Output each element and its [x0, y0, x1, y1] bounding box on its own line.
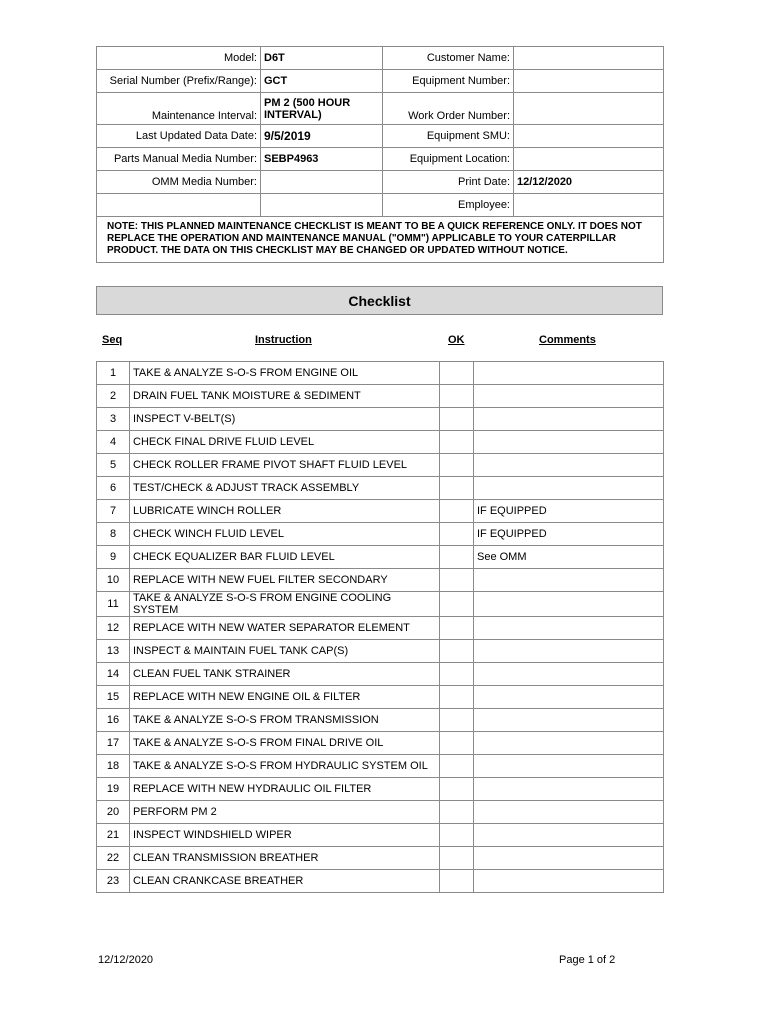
seq-cell: 8 — [97, 523, 130, 546]
instruction-cell: CHECK FINAL DRIVE FLUID LEVEL — [130, 431, 440, 454]
instruction-cell: INSPECT WINDSHIELD WIPER — [130, 824, 440, 847]
checklist-row — [97, 640, 664, 663]
print-date-value: 12/12/2020 — [514, 171, 664, 194]
instruction-cell: CHECK WINCH FLUID LEVEL — [130, 523, 440, 546]
ok-checkbox-cell[interactable] — [440, 408, 474, 431]
ok-checkbox-cell[interactable] — [440, 477, 474, 500]
ok-checkbox-cell[interactable] — [440, 847, 474, 870]
seq-cell: 20 — [97, 801, 130, 824]
comments-cell[interactable] — [474, 408, 664, 431]
serial-number-label: Serial Number (Prefix/Range): — [97, 70, 261, 93]
ok-checkbox-cell[interactable] — [440, 732, 474, 755]
ok-checkbox-cell[interactable] — [440, 640, 474, 663]
equipment-smu-label: Equipment SMU: — [383, 125, 514, 148]
seq-cell: 5 — [97, 454, 130, 477]
checklist-row — [97, 801, 664, 824]
comments-cell[interactable] — [474, 709, 664, 732]
comments-cell[interactable] — [474, 686, 664, 709]
model-label: Model: — [97, 47, 261, 70]
seq-cell: 4 — [97, 431, 130, 454]
comments-cell[interactable] — [474, 454, 664, 477]
ok-checkbox-cell[interactable] — [440, 709, 474, 732]
checklist-row — [97, 709, 664, 732]
checklist-row — [97, 362, 664, 385]
checklist-row — [97, 686, 664, 709]
comments-cell[interactable] — [474, 663, 664, 686]
checklist-title: Checklist — [96, 286, 663, 315]
last-updated-label: Last Updated Data Date: — [97, 125, 261, 148]
ok-checkbox-cell[interactable] — [440, 617, 474, 640]
checklist-row — [97, 546, 664, 569]
seq-cell: 15 — [97, 686, 130, 709]
footer-date: 12/12/2020 — [98, 954, 154, 966]
checklist-row — [97, 870, 664, 893]
instruction-cell: REPLACE WITH NEW WATER SEPARATOR ELEMENT — [130, 617, 440, 640]
instruction-cell: REPLACE WITH NEW FUEL FILTER SECONDARY — [130, 569, 440, 592]
checklist-row — [97, 477, 664, 500]
maintenance-interval-label: Maintenance Interval: — [97, 93, 261, 125]
model-value: D6T — [261, 47, 383, 70]
equipment-number-label: Equipment Number: — [383, 70, 514, 93]
instruction-cell: REPLACE WITH NEW HYDRAULIC OIL FILTER — [130, 778, 440, 801]
instruction-cell: REPLACE WITH NEW ENGINE OIL & FILTER — [130, 686, 440, 709]
comments-cell[interactable] — [474, 847, 664, 870]
ok-checkbox-cell[interactable] — [440, 592, 474, 617]
comments-cell[interactable] — [474, 385, 664, 408]
ok-checkbox-cell[interactable] — [440, 686, 474, 709]
serial-number-value: GCT — [261, 70, 383, 93]
checklist-row — [97, 500, 664, 523]
ok-checkbox-cell[interactable] — [440, 546, 474, 569]
instruction-cell: TAKE & ANALYZE S-O-S FROM FINAL DRIVE OIL — [130, 732, 440, 755]
seq-cell: 9 — [97, 546, 130, 569]
omm-media-number-label: OMM Media Number: — [97, 171, 261, 194]
checklist-row — [97, 592, 664, 617]
comments-cell[interactable]: See OMM — [474, 546, 664, 569]
seq-cell: 3 — [97, 408, 130, 431]
column-header-ok: OK — [448, 334, 465, 346]
seq-cell: 7 — [97, 500, 130, 523]
customer-name-label: Customer Name: — [383, 47, 514, 70]
column-header-seq: Seq — [102, 334, 123, 346]
instruction-cell: INSPECT & MAINTAIN FUEL TANK CAP(S) — [130, 640, 440, 663]
equipment-location-value — [514, 148, 664, 171]
checklist-row — [97, 431, 664, 454]
comments-cell[interactable] — [474, 732, 664, 755]
seq-cell: 6 — [97, 477, 130, 500]
instruction-cell: INSPECT V-BELT(S) — [130, 408, 440, 431]
comments-cell[interactable] — [474, 569, 664, 592]
equipment-location-label: Equipment Location: — [383, 148, 514, 171]
instruction-cell: CLEAN CRANKCASE BREATHER — [130, 870, 440, 893]
checklist-row — [97, 523, 664, 546]
checklist-row — [97, 408, 664, 431]
checklist-row — [97, 454, 664, 477]
equipment-smu-value — [514, 125, 664, 148]
customer-name-value — [514, 47, 664, 70]
instruction-cell: TEST/CHECK & ADJUST TRACK ASSEMBLY — [130, 477, 440, 500]
comments-cell[interactable] — [474, 778, 664, 801]
checklist-row — [97, 385, 664, 408]
ok-checkbox-cell[interactable] — [440, 755, 474, 778]
checklist-row — [97, 847, 664, 870]
ok-checkbox-cell[interactable] — [440, 454, 474, 477]
instruction-cell: TAKE & ANALYZE S-O-S FROM TRANSMISSION — [130, 709, 440, 732]
last-updated-value: 9/5/2019 — [261, 125, 383, 148]
seq-cell: 10 — [97, 569, 130, 592]
seq-cell: 21 — [97, 824, 130, 847]
seq-cell: 2 — [97, 385, 130, 408]
disclaimer-note: NOTE: THIS PLANNED MAINTENANCE CHECKLIST IS MEANT TO BE A QUICK REFERENCE ONLY. IT DOES NOT REPLACE THE OPERATION AND MAINTENANCE MANUAL ("OMM") APPLICABLE TO YOUR CATERPILLAR PRODUCT. THE DATA ON THIS CHECKLIST MAY BE CHANGED OR UPDATED WITHOUT NOTICE. — [97, 217, 664, 263]
seq-cell: 11 — [97, 592, 130, 617]
comments-cell[interactable] — [474, 801, 664, 824]
seq-cell: 1 — [97, 362, 130, 385]
instruction-cell: PERFORM PM 2 — [130, 801, 440, 824]
work-order-number-value — [514, 93, 664, 125]
footer-page-number: Page 1 of 2 — [559, 954, 616, 966]
column-header-instruction: Instruction — [255, 334, 312, 346]
work-order-number-label: Work Order Number: — [383, 93, 514, 125]
seq-cell: 12 — [97, 617, 130, 640]
comments-cell[interactable] — [474, 477, 664, 500]
maintenance-interval-value: PM 2 (500 HOUR INTERVAL) — [261, 93, 383, 125]
ok-checkbox-cell[interactable] — [440, 824, 474, 847]
instruction-cell: TAKE & ANALYZE S-O-S FROM ENGINE OIL — [130, 362, 440, 385]
checklist-row — [97, 663, 664, 686]
seq-cell: 16 — [97, 709, 130, 732]
checklist-row — [97, 617, 664, 640]
ok-checkbox-cell[interactable] — [440, 523, 474, 546]
checklist-table — [96, 361, 664, 893]
employee-label: Employee: — [383, 194, 514, 217]
ok-checkbox-cell[interactable] — [440, 385, 474, 408]
seq-cell: 18 — [97, 755, 130, 778]
comments-cell[interactable] — [474, 870, 664, 893]
checklist-row — [97, 569, 664, 592]
instruction-cell: DRAIN FUEL TANK MOISTURE & SEDIMENT — [130, 385, 440, 408]
column-header-comments: Comments — [539, 334, 596, 346]
ok-checkbox-cell[interactable] — [440, 778, 474, 801]
checklist-row — [97, 824, 664, 847]
print-date-label: Print Date: — [383, 171, 514, 194]
blank-cell — [97, 194, 261, 217]
checklist-row — [97, 755, 664, 778]
comments-cell[interactable] — [474, 640, 664, 663]
comments-cell[interactable] — [474, 431, 664, 454]
instruction-cell: LUBRICATE WINCH ROLLER — [130, 500, 440, 523]
seq-cell: 13 — [97, 640, 130, 663]
checklist-row — [97, 778, 664, 801]
seq-cell: 19 — [97, 778, 130, 801]
instruction-cell: CLEAN FUEL TANK STRAINER — [130, 663, 440, 686]
ok-checkbox-cell[interactable] — [440, 663, 474, 686]
comments-cell[interactable] — [474, 617, 664, 640]
ok-checkbox-cell[interactable] — [440, 569, 474, 592]
employee-value — [514, 194, 664, 217]
comments-cell[interactable]: IF EQUIPPED — [474, 500, 664, 523]
parts-manual-label: Parts Manual Media Number: — [97, 148, 261, 171]
header-info-table — [96, 46, 664, 263]
comments-cell[interactable] — [474, 592, 664, 617]
instruction-cell: CHECK EQUALIZER BAR FLUID LEVEL — [130, 546, 440, 569]
comments-cell[interactable] — [474, 755, 664, 778]
comments-cell[interactable] — [474, 824, 664, 847]
blank-cell — [261, 194, 383, 217]
comments-cell[interactable]: IF EQUIPPED — [474, 523, 664, 546]
omm-media-number-value — [261, 171, 383, 194]
instruction-cell: TAKE & ANALYZE S-O-S FROM HYDRAULIC SYSTEM OIL — [130, 755, 440, 778]
parts-manual-value: SEBP4963 — [261, 148, 383, 171]
seq-cell: 23 — [97, 870, 130, 893]
ok-checkbox-cell[interactable] — [440, 500, 474, 523]
instruction-cell: TAKE & ANALYZE S-O-S FROM ENGINE COOLING SYSTEM — [130, 592, 440, 617]
instruction-cell: CHECK ROLLER FRAME PIVOT SHAFT FLUID LEVEL — [130, 454, 440, 477]
ok-checkbox-cell[interactable] — [440, 801, 474, 824]
ok-checkbox-cell[interactable] — [440, 870, 474, 893]
equipment-number-value — [514, 70, 664, 93]
ok-checkbox-cell[interactable] — [440, 431, 474, 454]
instruction-cell: CLEAN TRANSMISSION BREATHER — [130, 847, 440, 870]
seq-cell: 14 — [97, 663, 130, 686]
seq-cell: 17 — [97, 732, 130, 755]
ok-checkbox-cell[interactable] — [440, 362, 474, 385]
checklist-row — [97, 732, 664, 755]
comments-cell[interactable] — [474, 362, 664, 385]
seq-cell: 22 — [97, 847, 130, 870]
